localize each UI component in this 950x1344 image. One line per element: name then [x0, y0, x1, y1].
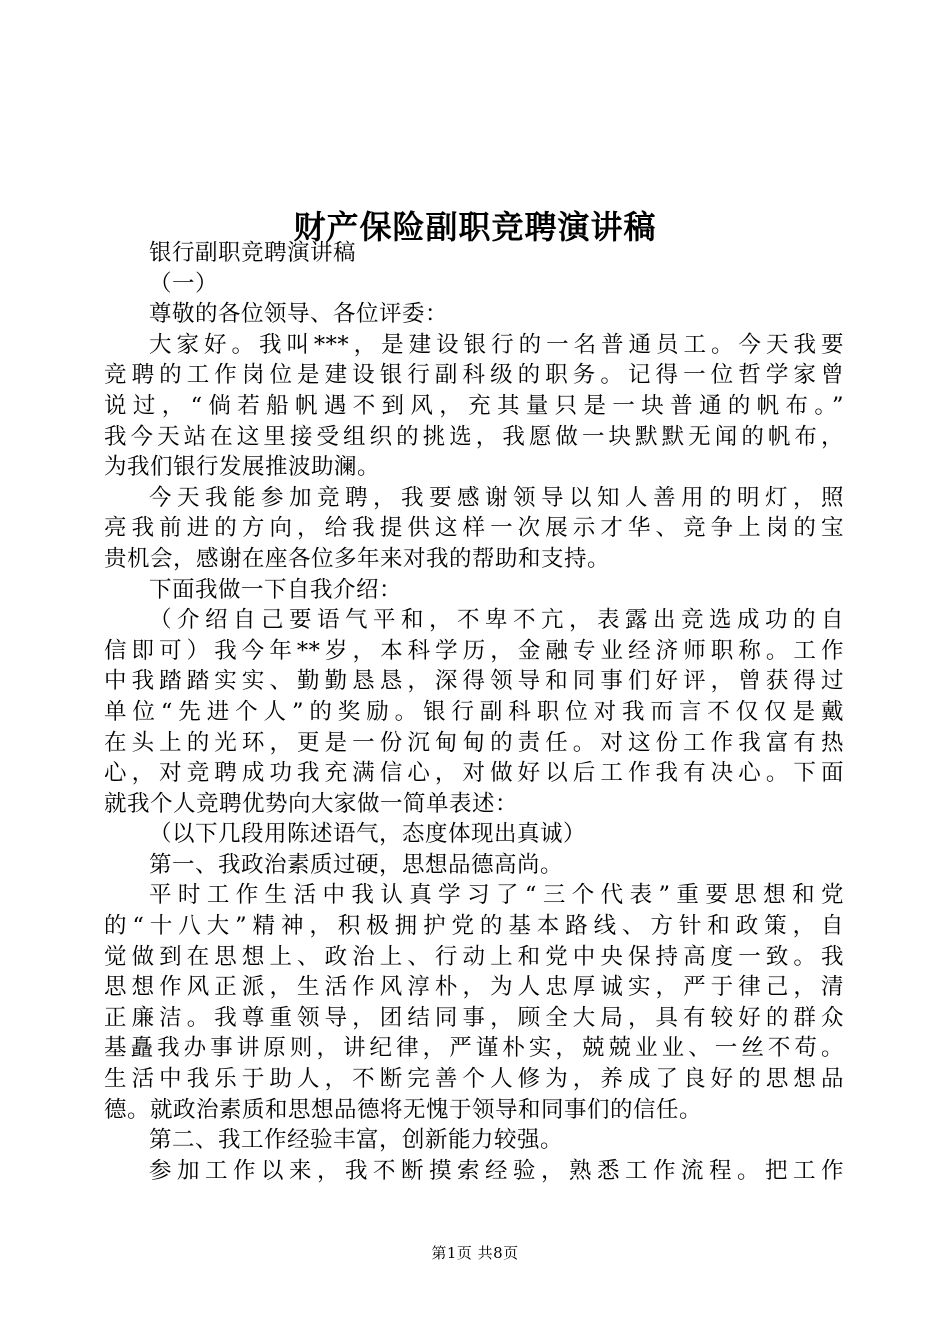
paragraph	[104, 299, 844, 330]
page-footer: 第1页 共8页	[431, 1244, 519, 1262]
paragraph-line: 我今天站在这里接受组织的挑选，我愿做一块默默无闻的帆布，	[104, 423, 844, 450]
paragraph-line: 第一、我政治素质过硬，思想品德高尚。	[149, 851, 564, 878]
paragraph-line: 竞聘的工作岗位是建设银行副科级的职务。记得一位哲学家曾	[104, 362, 844, 389]
paragraph-line: 亮我前进的方向，给我提供这样一次展示才华、竞争上岗的宝	[104, 515, 844, 542]
document-title: 财产保险副职竞聘演讲稿	[293, 208, 657, 247]
paragraph	[104, 880, 844, 1125]
paragraph	[104, 269, 844, 300]
paragraph-line: 心，对竞聘成功我充满信心，对做好以后工作我有决心。下面	[104, 760, 844, 787]
paragraph-line: 觉做到在思想上、政治上、行动上和党中央保持高度一致。我	[104, 943, 844, 970]
document-body	[104, 238, 844, 1186]
paragraph-line: 大家好。我叫***，是建设银行的一名普通员工。今天我要	[149, 331, 844, 358]
paragraph-line: 思想作风正派，生活作风淳朴，为人忠厚诚实，严于律己，清	[104, 974, 844, 1001]
paragraph	[104, 819, 844, 850]
paragraph-line: （以下几段用陈述语气，态度体现出真诚）	[149, 821, 587, 848]
paragraph-line: 第二、我工作经验丰富，创新能力较强。	[149, 1127, 564, 1154]
paragraph-line: 下面我做一下自我介绍：	[149, 576, 403, 603]
paragraph	[104, 238, 844, 269]
paragraph-line: 贵机会，感谢在座各位多年来对我的帮助和支持。	[104, 545, 611, 572]
paragraph-line: 银行副职竞聘演讲稿	[149, 240, 357, 266]
paragraph-line: 单位“先进个人”的奖励。银行副科职位对我而言不仅仅是戴	[104, 698, 844, 725]
paragraph-line: 说过，“倘若船帆遇不到风，充其量只是一块普通的帆布。”	[104, 392, 844, 419]
paragraph-line: 尊敬的各位领导、各位评委：	[149, 301, 449, 328]
paragraph-line: 在头上的光环，更是一份沉甸甸的责任。对这份工作我富有热	[104, 729, 844, 756]
paragraph-line: （一）	[149, 270, 219, 297]
paragraph-line: 正廉洁。我尊重领导，团结同事，顾全大局，具有较好的群众	[104, 1004, 844, 1031]
paragraph	[104, 483, 844, 575]
paragraph-line: 的“十八大”精神，积极拥护党的基本路线、方针和政策，自	[104, 913, 844, 940]
paragraph-line: 生活中我乐于助人，不断完善个人修为，养成了良好的思想品	[104, 1066, 844, 1093]
paragraph-line: 信即可）我今年**岁，本科学历，金融专业经济师职称。工作	[104, 637, 844, 664]
paragraph-line: 参加工作以来，我不断摸索经验，熟悉工作流程。把工作	[149, 1157, 844, 1184]
paragraph	[104, 1125, 844, 1156]
paragraph-line: 中我踏踏实实、勤勤恳恳，深得领导和同事们好评，曾获得过	[104, 668, 844, 695]
paragraph	[104, 605, 844, 819]
paragraph-line: （介绍自己要语气平和，不卑不亢，表露出竞选成功的自	[149, 607, 844, 634]
paragraph-line: 基矗我办事讲原则，讲纪律，严谨朴实，兢兢业业、一丝不苟。	[104, 1035, 844, 1062]
paragraph-line: 就我个人竞聘优势向大家做一简单表述：	[104, 790, 519, 817]
paragraph-line: 为我们银行发展推波助澜。	[104, 454, 381, 481]
paragraph	[104, 330, 844, 483]
paragraph	[104, 575, 844, 606]
paragraph-line: 平时工作生活中我认真学习了“三个代表”重要思想和党	[149, 882, 844, 909]
paragraph-line: 今天我能参加竞聘，我要感谢领导以知人善用的明灯，照	[149, 484, 844, 511]
paragraph	[104, 1156, 844, 1187]
paragraph-line: 德。就政治素质和思想品德将无愧于领导和同事们的信任。	[104, 1096, 703, 1123]
paragraph	[104, 850, 844, 881]
